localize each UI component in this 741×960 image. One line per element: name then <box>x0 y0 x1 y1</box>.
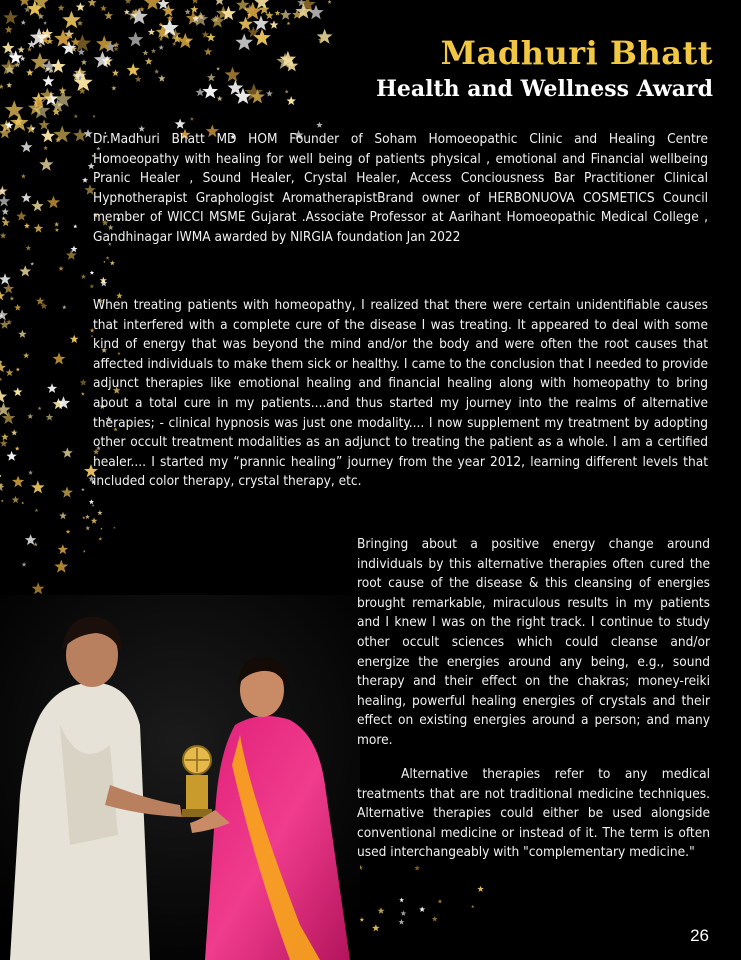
star-shape <box>74 114 78 118</box>
star-shape <box>62 305 66 309</box>
star-shape <box>28 470 33 475</box>
star-shape <box>172 42 176 46</box>
star-shape <box>214 0 225 5</box>
star-shape <box>38 406 42 410</box>
star-shape <box>16 367 20 371</box>
star-shape <box>85 515 90 520</box>
star-shape <box>94 51 112 68</box>
star-shape <box>228 80 244 95</box>
page-number: 26 <box>690 926 709 945</box>
star-shape <box>12 496 20 503</box>
star-shape <box>18 46 25 53</box>
star-shape <box>266 90 273 97</box>
star-shape <box>419 906 425 912</box>
star-shape <box>177 33 193 48</box>
star-shape <box>0 474 2 477</box>
star-shape <box>6 82 12 88</box>
star-shape <box>6 369 14 376</box>
star-shape <box>53 126 71 143</box>
star-shape <box>58 266 64 271</box>
star-shape <box>19 265 31 276</box>
star-shape <box>92 504 95 507</box>
star-shape <box>145 57 153 64</box>
star-shape <box>100 5 107 11</box>
star-shape <box>287 21 291 25</box>
star-shape <box>90 270 95 274</box>
star-shape <box>41 129 55 143</box>
star-shape <box>12 476 24 488</box>
star-shape <box>0 120 13 133</box>
star-shape <box>270 20 279 29</box>
star-shape <box>285 90 289 94</box>
star-shape <box>0 378 2 381</box>
star-shape <box>43 146 48 151</box>
star-shape <box>217 96 223 102</box>
star-shape <box>10 296 14 300</box>
star-shape <box>53 352 66 364</box>
star-shape <box>113 42 119 48</box>
star-shape <box>253 15 269 30</box>
star-shape <box>30 262 34 266</box>
star-shape <box>111 86 116 91</box>
star-shape <box>3 10 18 24</box>
star-shape <box>316 122 323 128</box>
star-shape <box>191 0 198 4</box>
star-shape <box>0 273 11 284</box>
star-shape <box>99 537 103 541</box>
star-shape <box>148 28 155 35</box>
star-shape <box>90 284 95 289</box>
star-shape <box>31 200 43 212</box>
star-shape <box>360 917 365 921</box>
star-shape <box>34 224 44 233</box>
star-shape <box>190 117 194 121</box>
star-shape <box>73 128 87 142</box>
star-shape <box>81 488 84 491</box>
star-shape <box>35 508 39 512</box>
star-shape <box>112 69 119 76</box>
star-shape <box>100 280 107 287</box>
star-shape <box>22 562 27 567</box>
star-shape <box>0 439 8 446</box>
star-shape <box>159 45 164 50</box>
star-shape <box>21 174 26 179</box>
star-shape <box>23 352 29 358</box>
star-shape <box>216 67 220 71</box>
star-shape <box>154 69 159 74</box>
star-shape <box>39 119 50 130</box>
star-shape <box>55 228 59 232</box>
star-shape <box>106 256 110 260</box>
star-shape <box>26 69 33 76</box>
star-shape <box>432 916 438 922</box>
star-shape <box>207 73 216 81</box>
star-shape <box>372 924 380 931</box>
star-shape <box>11 429 18 435</box>
star-shape <box>127 63 140 76</box>
star-shape <box>128 32 144 47</box>
star-shape <box>46 413 54 420</box>
star-shape <box>89 499 94 504</box>
star-shape <box>287 96 296 105</box>
star-shape <box>13 387 22 396</box>
star-shape <box>21 501 24 504</box>
star-shape <box>135 76 142 82</box>
star-shape <box>196 88 205 97</box>
star-shape <box>0 362 6 372</box>
star-shape <box>25 534 37 545</box>
star-shape <box>32 582 45 594</box>
star-shape <box>275 10 281 16</box>
star-shape <box>6 451 16 461</box>
star-shape <box>175 119 186 129</box>
star-shape <box>5 100 24 118</box>
star-shape <box>159 37 164 41</box>
star-shape <box>27 413 33 419</box>
star-shape <box>54 222 59 227</box>
star-shape <box>54 560 68 573</box>
star-shape <box>59 512 67 519</box>
page-title: Madhuri Bhatt <box>440 34 713 72</box>
star-shape <box>86 526 91 530</box>
star-shape <box>0 390 7 403</box>
star-shape <box>47 383 57 393</box>
star-shape <box>399 919 405 925</box>
star-shape <box>18 330 27 338</box>
star-shape <box>100 528 102 530</box>
star-shape <box>5 26 13 33</box>
star-shape <box>21 193 31 203</box>
star-shape <box>58 4 65 10</box>
star-shape <box>47 196 60 209</box>
star-shape <box>21 141 33 152</box>
star-shape <box>471 905 474 908</box>
star-shape <box>26 245 32 250</box>
star-shape <box>2 42 15 54</box>
star-shape <box>26 124 36 133</box>
star-shape <box>204 48 212 56</box>
award-ceremony-photo <box>0 595 360 960</box>
star-shape <box>42 75 54 86</box>
star-shape <box>91 518 98 524</box>
star-shape <box>1 433 9 440</box>
star-shape <box>74 34 92 51</box>
bio-paragraph: Dr.Madhuri Bhatt MD HOM Founder of Soham Homoeopathic Clinic and Healing Centre Homoeopathy with healing for well being of patients physical , emotional and Financial wellbeing Pranic Healer , Sound Healer, Crystal Healer, Access Conciousness Bar Practitioner Clinical Hypnotherapist Graphologist AromatherapistBrand owner of HERBONUOVA COSMETICS Council member of WICCI MSME Gujarat .Associate Professor at Aarihant Homoeopathic Medical College , Gandhinagar IWMA awarded by NIRGIA foundation Jan 2022 <box>93 131 708 245</box>
star-shape <box>16 211 26 221</box>
alternative-therapies-paragraph: Alternative therapies refer to any medical treatments that are not traditional medicine techniques. Alternative therapies could either be used alongside conventional medicine or instead of it. The term is often used interchangeably with "complementary medicine." <box>357 766 710 861</box>
story-paragraph: When treating patients with homeopathy, I realized that there were certain unidentifiable causes that interfered with a complete cure of the disease I was treating. It appeared to deal with some kind of energy that was beyond the mind and/or the body and were often the root causes that affected individuals to make them sick or healthy. I came to the conclusion that I needed to provide adjunct therapies like emotional healing and financial healing along with homeopathy to bring about a total cure in my patients....and thus started my journey into the realms of alternative therapies; - clinical hypnosis was just one modality.... I now supplement my treatment by adopting other occult treatment modalities as an adjunct to treating the patient as a whole. I am a certified healer.... I started my “prannic healing” journey from the year 2012, learning different levels that included color therapy, crystal therapy, etc. <box>93 297 708 490</box>
star-shape <box>88 0 97 7</box>
star-shape <box>158 75 166 82</box>
star-shape <box>61 486 73 497</box>
star-shape <box>142 50 148 56</box>
star-shape <box>39 157 53 171</box>
star-shape <box>70 335 79 343</box>
page-subtitle: Health and Wellness Award <box>376 76 713 102</box>
star-shape <box>0 84 4 89</box>
star-shape <box>24 223 30 229</box>
star-shape <box>125 0 132 4</box>
star-shape <box>414 865 420 871</box>
star-shape <box>190 5 198 12</box>
star-shape <box>1 499 4 502</box>
star-shape <box>2 216 6 220</box>
star-shape <box>36 297 45 305</box>
star-shape <box>151 48 156 53</box>
star-shape <box>378 907 385 914</box>
star-shape <box>43 21 47 25</box>
star-shape <box>0 232 6 238</box>
star-shape <box>92 115 95 118</box>
star-shape <box>104 11 113 19</box>
star-shape <box>2 208 10 215</box>
star-shape <box>225 67 241 82</box>
star-shape <box>110 260 115 265</box>
star-shape <box>254 0 270 9</box>
star-shape <box>438 899 443 903</box>
star-shape <box>0 320 9 329</box>
star-shape <box>238 17 253 31</box>
star-shape <box>0 483 4 491</box>
star-shape <box>81 392 85 395</box>
star-shape <box>66 529 71 534</box>
star-shape <box>62 11 81 29</box>
star-shape <box>399 898 404 903</box>
star-shape <box>113 526 116 529</box>
star-shape <box>0 195 10 207</box>
award-trophy <box>182 746 212 817</box>
star-shape <box>184 9 190 15</box>
star-shape <box>62 447 73 457</box>
star-shape <box>0 309 8 320</box>
star-shape <box>83 550 86 553</box>
star-shape <box>76 2 85 11</box>
star-shape <box>401 910 407 915</box>
star-shape <box>202 83 218 98</box>
star-shape <box>103 261 105 263</box>
star-shape <box>31 481 45 494</box>
star-shape <box>317 29 333 44</box>
star-shape <box>34 542 38 546</box>
star-shape <box>82 177 88 183</box>
star-shape <box>14 304 21 311</box>
star-shape <box>477 886 484 892</box>
star-shape <box>280 9 291 20</box>
star-shape <box>81 59 87 65</box>
star-shape <box>21 20 26 25</box>
star-shape <box>328 0 332 4</box>
star-shape <box>80 379 87 386</box>
star-shape <box>81 274 86 279</box>
star-shape <box>15 446 20 451</box>
star-shape <box>82 516 85 519</box>
star-shape <box>77 20 83 26</box>
star-shape <box>144 0 161 10</box>
star-shape <box>73 224 77 228</box>
star-shape <box>18 0 31 6</box>
star-shape <box>0 291 5 301</box>
star-shape <box>58 544 68 554</box>
star-shape <box>3 283 14 294</box>
energy-paragraph: Bringing about a positive energy change around individuals by this alternative therapies often cured the root cause of the disease & this cleansing of energies brought remarkable, miraculous results in my patients and I knew I was on the right track. I continue to study other occult sciences which could cleanse and/or energize the energies around any being, e.g., sound therapy and their effect on the chakras; money-reiki healing, powerful healing energies of crystals and their effect on existing energies around a person; and many more. <box>357 536 710 748</box>
star-shape <box>97 510 102 515</box>
